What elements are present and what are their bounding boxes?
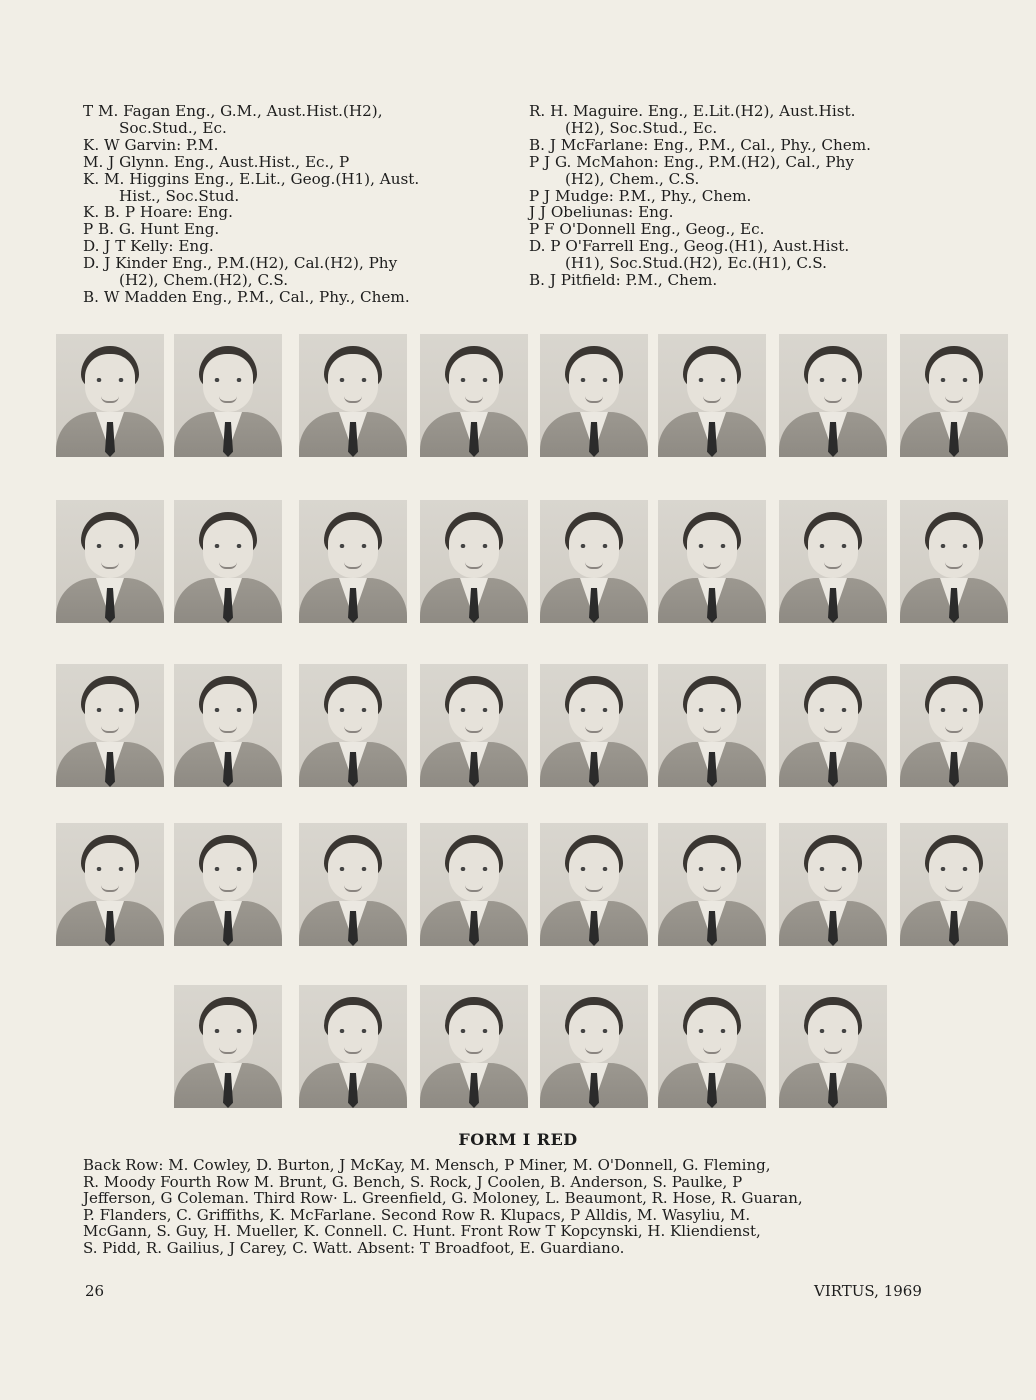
portrait-eyes: [95, 867, 125, 871]
portrait-eyes: [579, 1029, 609, 1033]
student-portrait: [299, 500, 407, 623]
portrait-eyes: [213, 708, 243, 712]
student-portrait: [658, 985, 766, 1108]
student-portrait: [658, 823, 766, 946]
portrait-face: [929, 684, 979, 742]
caption-line: S. Pidd, R. Gailius, J Carey, C. Watt. Absent: T Broadfoot, E. Guardiano.: [83, 1238, 625, 1257]
portrait-face: [808, 843, 858, 901]
portrait-eyes: [818, 708, 848, 712]
portrait-face: [328, 520, 378, 578]
form-title: FORM I RED: [458, 1130, 578, 1149]
portrait-face: [569, 1005, 619, 1063]
portrait-face: [449, 520, 499, 578]
student-portrait: [779, 664, 887, 787]
student-portrait: [420, 985, 528, 1108]
student-portrait: [779, 334, 887, 457]
entry-continuation: (H2), Chem.(H2), C.S.: [119, 271, 289, 290]
portrait-eyes: [338, 378, 368, 382]
portrait-face: [569, 354, 619, 412]
portrait-face: [85, 684, 135, 742]
portrait-eyes: [939, 708, 969, 712]
portrait-face: [808, 354, 858, 412]
portrait-eyes: [338, 1029, 368, 1033]
portrait-face: [203, 354, 253, 412]
entry-line: D. P O'Farrell Eng., Geog.(H1), Aust.Hist.: [529, 237, 850, 256]
portrait-face: [808, 684, 858, 742]
portrait-face: [687, 520, 737, 578]
student-portrait: [540, 823, 648, 946]
portrait-eyes: [818, 867, 848, 871]
portrait-face: [85, 354, 135, 412]
portrait-eyes: [579, 867, 609, 871]
portrait-face: [203, 843, 253, 901]
entry-line: K. M. Higgins Eng., E.Lit., Geog.(H1), Aust.: [83, 169, 420, 188]
portrait-eyes: [939, 378, 969, 382]
entry-line: K. W Garvin: P.M.: [83, 135, 219, 154]
portrait-face: [687, 843, 737, 901]
portrait-eyes: [95, 544, 125, 548]
student-portrait: [658, 664, 766, 787]
portrait-face: [569, 684, 619, 742]
portrait-eyes: [338, 708, 368, 712]
student-portrait: [299, 823, 407, 946]
portrait-face: [203, 520, 253, 578]
entry-line: M. J Glynn. Eng., Aust.Hist., Ec., P: [83, 152, 350, 171]
caption-line: Back Row: M. Cowley, D. Burton, J McKay, M. Mensch, P Miner, M. O'Donnell, G. Fleming,: [83, 1156, 771, 1174]
form-caption: [83, 1157, 963, 1257]
entry-line: K. B. P Hoare: Eng.: [83, 203, 233, 222]
entry-line: P B. G. Hunt Eng.: [83, 220, 220, 239]
student-portrait: [420, 664, 528, 787]
portrait-eyes: [697, 708, 727, 712]
entry-line: D. J T Kelly: Eng.: [83, 237, 214, 256]
portrait-eyes: [213, 544, 243, 548]
student-portrait: [779, 500, 887, 623]
portrait-eyes: [95, 378, 125, 382]
portrait-face: [328, 843, 378, 901]
portrait-eyes: [338, 544, 368, 548]
portrait-eyes: [939, 544, 969, 548]
entry-continuation: (H2), Chem., C.S.: [565, 169, 700, 188]
entry-continuation: (H2), Soc.Stud., Ec.: [565, 118, 718, 137]
student-portrait: [420, 500, 528, 623]
portrait-face: [569, 520, 619, 578]
student-portrait: [779, 823, 887, 946]
portrait-eyes: [338, 867, 368, 871]
portrait-eyes: [459, 1029, 489, 1033]
entry-line: B. J McFarlane: Eng., P.M., Cal., Phy., Chem.: [529, 135, 871, 154]
portrait-face: [808, 520, 858, 578]
portrait-eyes: [579, 708, 609, 712]
portrait-eyes: [459, 867, 489, 871]
student-portrait: [56, 664, 164, 787]
portrait-eyes: [579, 544, 609, 548]
portrait-eyes: [939, 867, 969, 871]
portrait-face: [929, 843, 979, 901]
entry-line: P J Mudge: P.M., Phy., Chem.: [529, 186, 752, 205]
portrait-face: [328, 1005, 378, 1063]
student-portrait: [299, 334, 407, 457]
portrait-eyes: [818, 544, 848, 548]
portrait-eyes: [459, 544, 489, 548]
portrait-eyes: [697, 544, 727, 548]
portrait-face: [449, 1005, 499, 1063]
portrait-eyes: [697, 378, 727, 382]
portrait-eyes: [213, 378, 243, 382]
portrait-face: [328, 354, 378, 412]
portrait-face: [203, 1005, 253, 1063]
student-portrait: [658, 334, 766, 457]
portrait-face: [687, 1005, 737, 1063]
student-portrait: [540, 985, 648, 1108]
caption-line: McGann, S. Guy, H. Mueller, K. Connell. C. Hunt. Front Row T Kopcynski, H. Kliendienst,: [83, 1222, 761, 1241]
student-portrait: [540, 334, 648, 457]
portrait-face: [929, 520, 979, 578]
student-portrait: [900, 334, 1008, 457]
portrait-face: [328, 684, 378, 742]
portrait-face: [449, 354, 499, 412]
student-portrait: [900, 500, 1008, 623]
portrait-eyes: [818, 1029, 848, 1033]
caption-line: Jefferson, G Coleman. Third Row· L. Greenfield, G. Moloney, L. Beaumont, R. Hose, R. Guaran,: [83, 1189, 803, 1208]
entry-line: P J G. McMahon: Eng., P.M.(H2), Cal., Phy: [529, 152, 854, 171]
entry-continuation: Hist., Soc.Stud.: [119, 186, 240, 205]
student-portrait: [900, 823, 1008, 946]
portrait-face: [203, 684, 253, 742]
portrait-eyes: [579, 378, 609, 382]
portrait-face: [85, 843, 135, 901]
student-portrait: [779, 985, 887, 1108]
student-portrait: [174, 664, 282, 787]
entry-line: T M. Fagan Eng., G.M., Aust.Hist.(H2),: [83, 102, 383, 120]
entry-line: P F O'Donnell Eng., Geog., Ec.: [529, 220, 765, 239]
portrait-face: [85, 520, 135, 578]
student-portrait: [174, 985, 282, 1108]
portrait-face: [687, 684, 737, 742]
student-portrait: [420, 334, 528, 457]
entry-line: B. W Madden Eng., P.M., Cal., Phy., Chem.: [83, 287, 410, 306]
portrait-eyes: [95, 708, 125, 712]
portrait-face: [808, 1005, 858, 1063]
portrait-face: [449, 843, 499, 901]
portrait-eyes: [459, 708, 489, 712]
caption-line: R. Moody Fourth Row M. Brunt, G. Bench, S. Rock, J Coolen, B. Anderson, S. Paulke, P: [83, 1172, 743, 1191]
student-portrait: [56, 334, 164, 457]
student-portrait: [420, 823, 528, 946]
running-head: VIRTUS, 1969: [814, 1282, 922, 1300]
portrait-face: [687, 354, 737, 412]
portrait-eyes: [697, 1029, 727, 1033]
portrait-eyes: [213, 867, 243, 871]
student-portrait: [540, 500, 648, 623]
student-portrait: [900, 664, 1008, 787]
entry-line: J J Obeliunas: Eng.: [529, 203, 674, 222]
student-portrait: [56, 500, 164, 623]
portrait-eyes: [459, 378, 489, 382]
student-portrait: [540, 664, 648, 787]
portrait-eyes: [697, 867, 727, 871]
entry-continuation: Soc.Stud., Ec.: [119, 118, 227, 137]
entry-line: B. J Pitfield: P.M., Chem.: [529, 271, 718, 290]
portrait-face: [569, 843, 619, 901]
entry-line: R. H. Maguire. Eng., E.Lit.(H2), Aust.Hist.: [529, 102, 856, 120]
caption-line: P. Flanders, C. Griffiths, K. McFarlane. Second Row R. Klupacs, P Alldis, M. Wasyliu, M.: [83, 1205, 751, 1224]
student-portrait: [174, 823, 282, 946]
page-number: 26: [85, 1282, 105, 1300]
portrait-face: [929, 354, 979, 412]
student-portrait: [174, 334, 282, 457]
student-portrait: [299, 664, 407, 787]
portrait-eyes: [818, 378, 848, 382]
student-portrait: [658, 500, 766, 623]
entry-continuation: (H1), Soc.Stud.(H2), Ec.(H1), C.S.: [565, 254, 827, 273]
student-portrait: [174, 500, 282, 623]
entry-line: D. J Kinder Eng., P.M.(H2), Cal.(H2), Phy: [83, 254, 398, 273]
portrait-eyes: [213, 1029, 243, 1033]
student-portrait: [56, 823, 164, 946]
portrait-face: [449, 684, 499, 742]
student-portrait: [299, 985, 407, 1108]
